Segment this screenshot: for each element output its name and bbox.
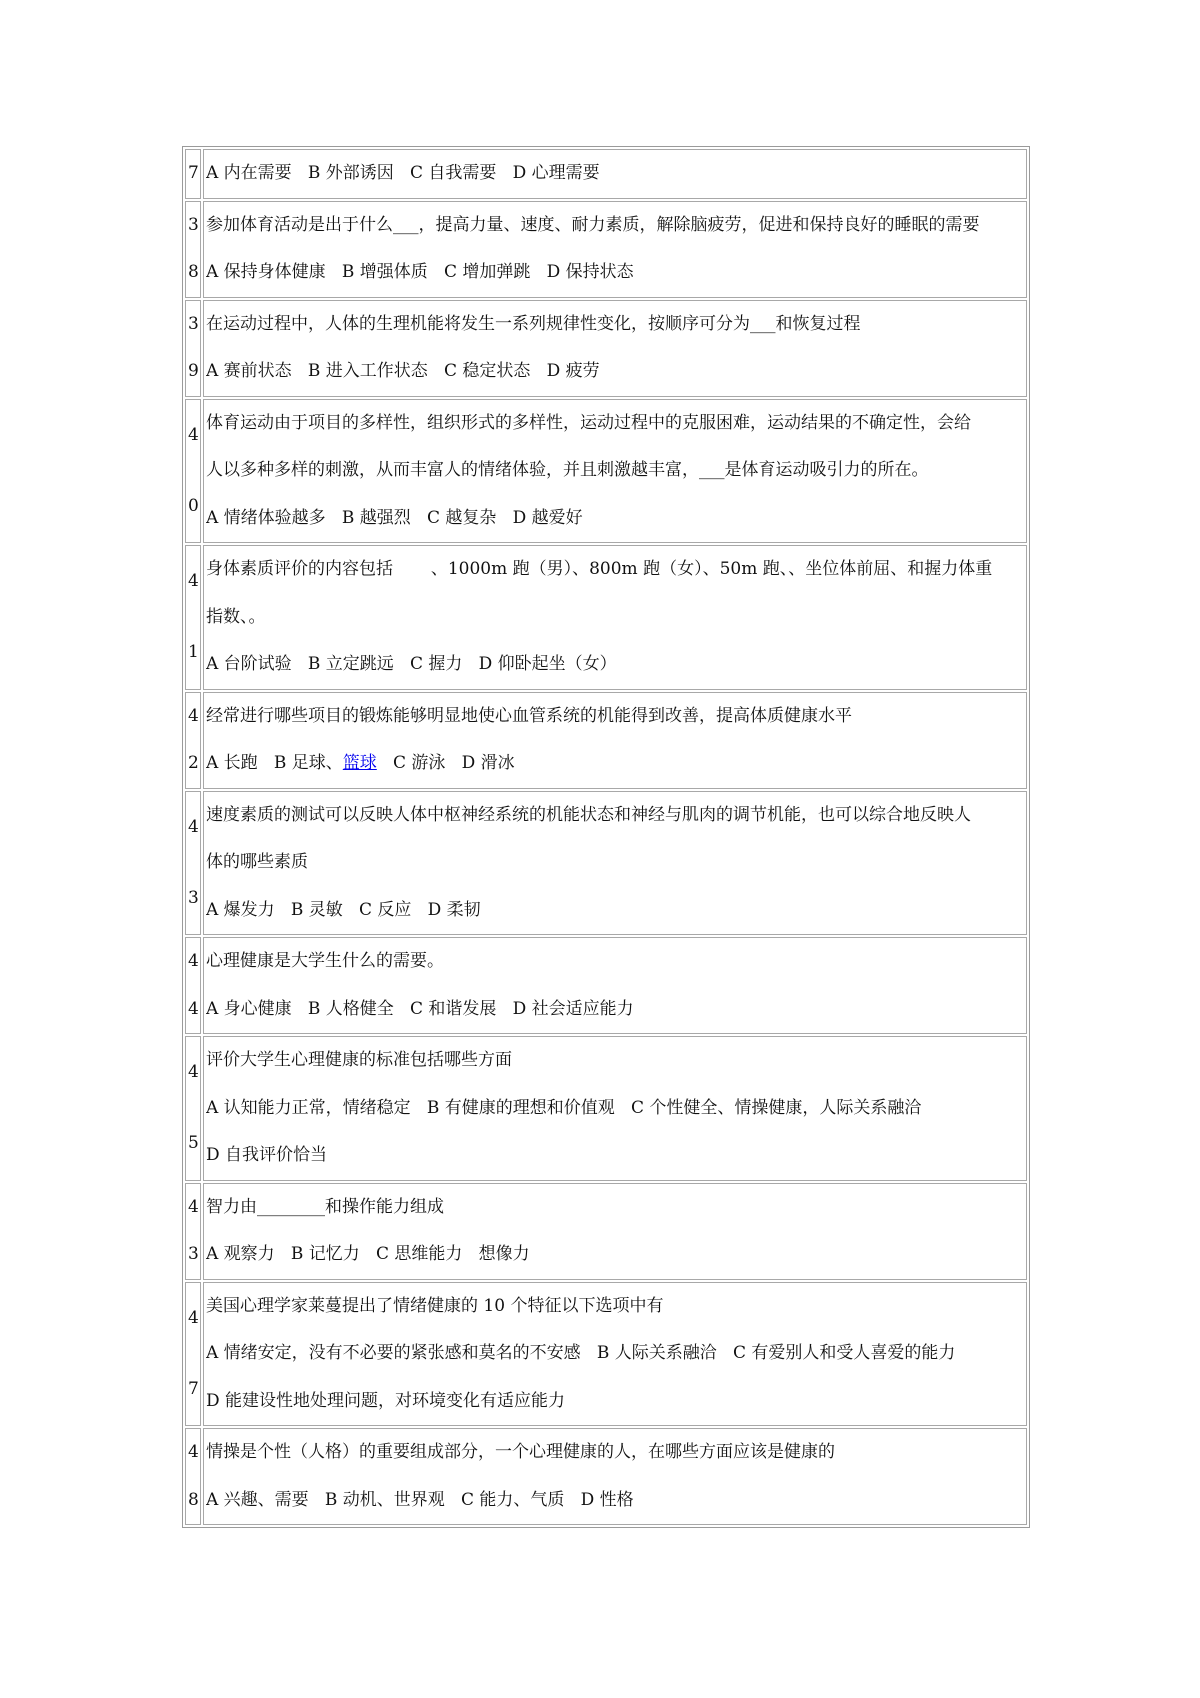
question-number-digit: 3	[188, 214, 199, 235]
question-document	[182, 146, 1030, 1528]
question-row	[185, 692, 1027, 789]
question-number-digit: 4	[188, 571, 199, 592]
question-row	[185, 300, 1027, 397]
question-row	[185, 1428, 1027, 1525]
question-number	[185, 1428, 201, 1525]
question-number-digit: 7	[188, 163, 199, 183]
question-line: A 保持身体健康 B 增强体质 C 增加弹跳 D 保持状态	[206, 262, 634, 282]
question-text	[203, 937, 1027, 1034]
question-number-digit: 4	[188, 1307, 199, 1328]
question-line: 评价大学生心理健康的标准包括哪些方面	[206, 1050, 512, 1070]
question-line: 指数、。	[206, 606, 266, 627]
question-number-digit: 4	[188, 951, 199, 971]
options-text-b: C 游泳 D 滑冰	[376, 753, 515, 773]
question-number-digit: 8	[188, 1489, 199, 1510]
question-text	[203, 1036, 1027, 1181]
question-number-digit: 4	[188, 1442, 199, 1462]
question-text	[203, 545, 1027, 690]
question-text	[203, 399, 1027, 544]
question-number-digit: 9	[188, 361, 199, 381]
question-line: 美国心理学家莱蔓提出了情绪健康的 10 个特征以下选项中有	[206, 1295, 664, 1316]
question-line: A 认知能力正常，情绪稳定 B 有健康的理想和价值观 C 个性健全、情操健康，人际关系融洽	[206, 1097, 922, 1118]
question-text	[203, 692, 1027, 789]
question-number-digit: 1	[188, 642, 199, 663]
question-line: 体育运动由于项目的多样性，组织形式的多样性，运动过程中的克服困难，运动结果的不确定性，会给	[206, 412, 971, 433]
question-number	[185, 399, 201, 544]
question-number	[185, 1036, 201, 1181]
question-line: 心理健康是大学生什么的需要。	[206, 951, 444, 971]
question-line: A 台阶试验 B 立定跳远 C 握力 D 仰卧起坐（女）	[206, 654, 617, 674]
question-row	[185, 545, 1027, 690]
basketball-link[interactable]: 篮球	[342, 753, 377, 773]
question-number-digit: 0	[188, 495, 199, 516]
question-number	[185, 791, 201, 936]
question-number	[185, 300, 201, 397]
question-number	[185, 692, 201, 789]
question-number-digit: 2	[188, 753, 199, 773]
question-row	[185, 937, 1027, 1034]
question-line: 参加体育活动是出于什么___，提高力量、速度、耐力素质，解除脑疲劳，促进和保持良好的睡眠的需要	[206, 214, 980, 235]
question-table	[182, 146, 1030, 1528]
question-number	[185, 1183, 201, 1280]
question-text	[203, 791, 1027, 936]
question-number	[185, 201, 201, 298]
question-line: A 赛前状态 B 进入工作状态 C 稳定状态 D 疲劳	[206, 361, 600, 381]
question-row	[185, 791, 1027, 936]
options-text-a: A 长跑 B 足球、	[206, 753, 343, 773]
question-line: 体的哪些素质	[206, 852, 308, 872]
question-line: A 兴趣、需要 B 动机、世界观 C 能力、气质 D 性格	[206, 1489, 634, 1510]
question-row	[185, 399, 1027, 544]
question-number-digit: 3	[188, 313, 199, 334]
question-line: 情操是个性（人格）的重要组成部分，一个心理健康的人，在哪些方面应该是健康的	[206, 1442, 835, 1462]
question-line: 在运动过程中，人体的生理机能将发生一系列规律性变化，按顺序可分为___和恢复过程	[206, 313, 861, 334]
question-line: D 自我评价恰当	[206, 1145, 328, 1165]
question-line: A 情绪安定，没有不必要的紧张感和莫名的不安感 B 人际关系融洽 C 有爱别人和受人喜爱的能力	[206, 1343, 956, 1363]
question-number	[185, 545, 201, 690]
question-line: 人以多种多样的刺激，从而丰富人的情绪体验，并且刺激越丰富，___是体育运动吸引力的所在。	[206, 460, 929, 480]
question-line: 身体素质评价的内容包括 、1000m 跑（男）、800m 跑（女）、50m 跑、、坐位体前屈、和握力体重	[206, 559, 993, 579]
question-row	[185, 1036, 1027, 1181]
question-number-digit: 4	[188, 1062, 199, 1083]
question-line: A 身心健康 B 人格健全 C 和谐发展 D 社会适应能力	[206, 998, 634, 1019]
question-line: 经常进行哪些项目的锻炼能够明显地使心血管系统的机能得到改善，提高体质健康水平	[206, 705, 852, 726]
question-number-digit: 4	[188, 424, 199, 445]
question-number-digit: 3	[188, 887, 199, 908]
question-number	[185, 937, 201, 1034]
question-number-digit: 4	[188, 816, 199, 837]
question-text	[203, 1428, 1027, 1525]
question-number	[185, 149, 201, 199]
question-line: A 爆发力 B 灵敏 C 反应 D 柔韧	[206, 899, 481, 920]
question-line: D 能建设性地处理问题，对环境变化有适应能力	[206, 1390, 566, 1411]
question-row	[185, 1282, 1027, 1427]
question-line: 速度素质的测试可以反映人体中枢神经系统的机能状态和神经与肌肉的调节机能，也可以综合地反映人	[206, 804, 971, 825]
question-number	[185, 1282, 201, 1427]
question-text	[203, 149, 1027, 199]
question-line: A 观察力 B 记忆力 C 思维能力 想像力	[206, 1244, 530, 1264]
question-number-digit: 3	[188, 1244, 199, 1264]
question-number-digit: 4	[188, 998, 199, 1019]
question-number-digit: 4	[188, 1196, 199, 1217]
question-row	[185, 201, 1027, 298]
question-number-digit: 7	[188, 1378, 199, 1399]
question-number-digit: 5	[188, 1133, 199, 1154]
question-options-line	[206, 740, 1026, 788]
question-table-body	[185, 149, 1027, 1525]
question-text	[203, 300, 1027, 397]
question-number-digit: 4	[188, 705, 199, 726]
question-text	[203, 1183, 1027, 1280]
question-line: 智力由________和操作能力组成	[206, 1196, 444, 1217]
question-row	[185, 1183, 1027, 1280]
question-text	[203, 1282, 1027, 1427]
question-line: A 情绪体验越多 B 越强烈 C 越复杂 D 越爱好	[206, 507, 583, 528]
question-text	[203, 201, 1027, 298]
question-number-digit: 8	[188, 262, 199, 282]
question-line: A 内在需要 B 外部诱因 C 自我需要 D 心理需要	[206, 163, 600, 183]
question-row	[185, 149, 1027, 199]
